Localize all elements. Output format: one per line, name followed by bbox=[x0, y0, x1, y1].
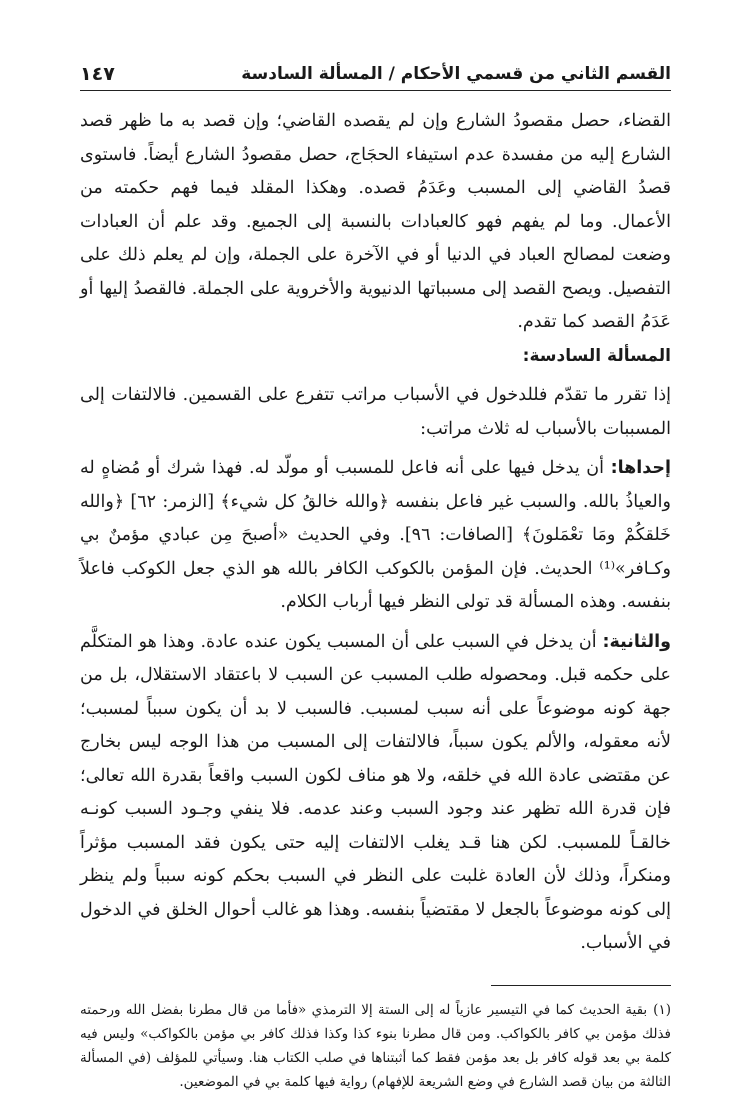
paragraph-4 bbox=[80, 626, 671, 961]
footnote-separator bbox=[491, 985, 671, 986]
paragraph-1: القضاء، حصل مقصودُ الشارع وإن لم يقصده القاضي؛ وإن قصد به ما ظهر قصد الشارع إليه من مفسدة عدم استيفاء الحجَاج، حصل مقصودُ الشارع أيضاً. فاستوى قصدُ القاضي إلى المسبب وعَدَمُ قصده. وهكذا المقلد فيما فهم حكمته من الأعمال. وما لم يفهم فهو كالعبادات بالنسبة إلى الجميع. وقد علم أن العبادات وضعت لمصالح العباد في الدنيا أو في الآخرة على الجملة، وإن لم يعلم ذلك على التفصيل. ويصح القصد إلى مسبباتها الدنيوية والأخروية على الجملة. فالقصدُ إليها أو عَدَمُ القصد كما تقدم. bbox=[80, 111, 671, 332]
paragraph-3 bbox=[80, 452, 671, 620]
page-number: ١٤٧ bbox=[80, 63, 115, 85]
paragraph-2: إذا تقرر ما تقدّم فللدخول في الأسباب مراتب تتفرع على القسمين. فالالتفات إلى المسببات بالأسباب له ثلاث مراتب: bbox=[80, 385, 671, 439]
paragraph-3-text: أن يدخل فيها على أنه فاعل للمسبب أو مولّد له. فهذا شرك أو مُضاهٍ له والعياذُ بالله. والسبب غير فاعل بنفسه ﴿والله خالقُ كل شيء﴾ [الزمر: ٦٢] ﴿والله خَلقكُمْ ومَا تعْمَلونَ﴾ [الصافات: ٩٦]. وفي الحديث «أصبحَ مِن عبادي مؤمنٌ بي وكـافر»⁽¹⁾ الحديث. فإن المؤمن بالكوكب الكافر بالله هو الذي جعل الكوكب فاعلاً بنفسه. وهذه المسألة قد تولى النظر فيها أرباب الكلام. bbox=[80, 458, 671, 612]
paragraph-4-text: أن يدخل في السبب على أن المسبب يكون عنده عادة. وهذا هو المتكلَّم على حكمه قبل. ومحصوله طلب المسبب عن السبب لا باعتقاد الاستقلال، بل من جهة كونه موضوعاً على أنه سبب لمسبب. فالسبب لا بد أن يكون سبباً لمسبب؛ لأنه معقوله، والألم يكون سبباً، فالالتفات إلى المسبب من هذا الوجه ليس بخارج عن مقتضى عادة الله في خلقه، ولا هو مناف لكون السبب واقعاً بقدرة الله تعالى؛ فإن قدرة الله تظهر عند وجود السبب وعند عدمه. فلا ينفي وجـود السبب كونـه خالقـاً للمسبب. لكن هنا قـد يغلب الالتفات إليه حتى يكون فقد المسبب مؤثراً ومنكراً، وذلك لأن العادة غلبت على النظر في السبب بحكم كونه سبباً ولم ينظر إلى كونه موضوعاً بالجعل لا مقتضياً بنفسه. وهذا هو غالب أحوال الخلق في الدخول في الأسباب. bbox=[80, 631, 671, 953]
footnote-number: (١) bbox=[653, 1001, 671, 1018]
paragraph-3-lead: إحداها: bbox=[610, 458, 671, 478]
footnote bbox=[80, 998, 671, 1094]
header-title: القسم الثاني من قسمي الأحكام / المسألة السادسة bbox=[241, 64, 671, 84]
section-heading: المسألة السادسة: bbox=[522, 345, 671, 366]
paragraph-4-lead: والثانية: bbox=[602, 631, 671, 652]
footnote-text: بقية الحديث كما في التيسير عازياً له إلى الستة إلا الترمذي «فأما من قال مطرنا بفضل الله ورحمته فذلك مؤمن بي كافر بالكواكب. ومن قال مطرنا بنوء كذا وكذا فذلك كافر بي مؤمن بالكواكب» وليس فيه كلمة بي بعد قوله كافر بل بعد مؤمن فقط كما أثبتناها في صلب الكتاب هنا. وسيأتي للمؤلف (في المسألة الثالثة من بيان قصد الشارع في وضع الشريعة للإفهام) رواية فيها كلمة بي في الموضعين. bbox=[80, 1001, 671, 1090]
main-text bbox=[80, 105, 671, 961]
running-header bbox=[80, 62, 671, 91]
